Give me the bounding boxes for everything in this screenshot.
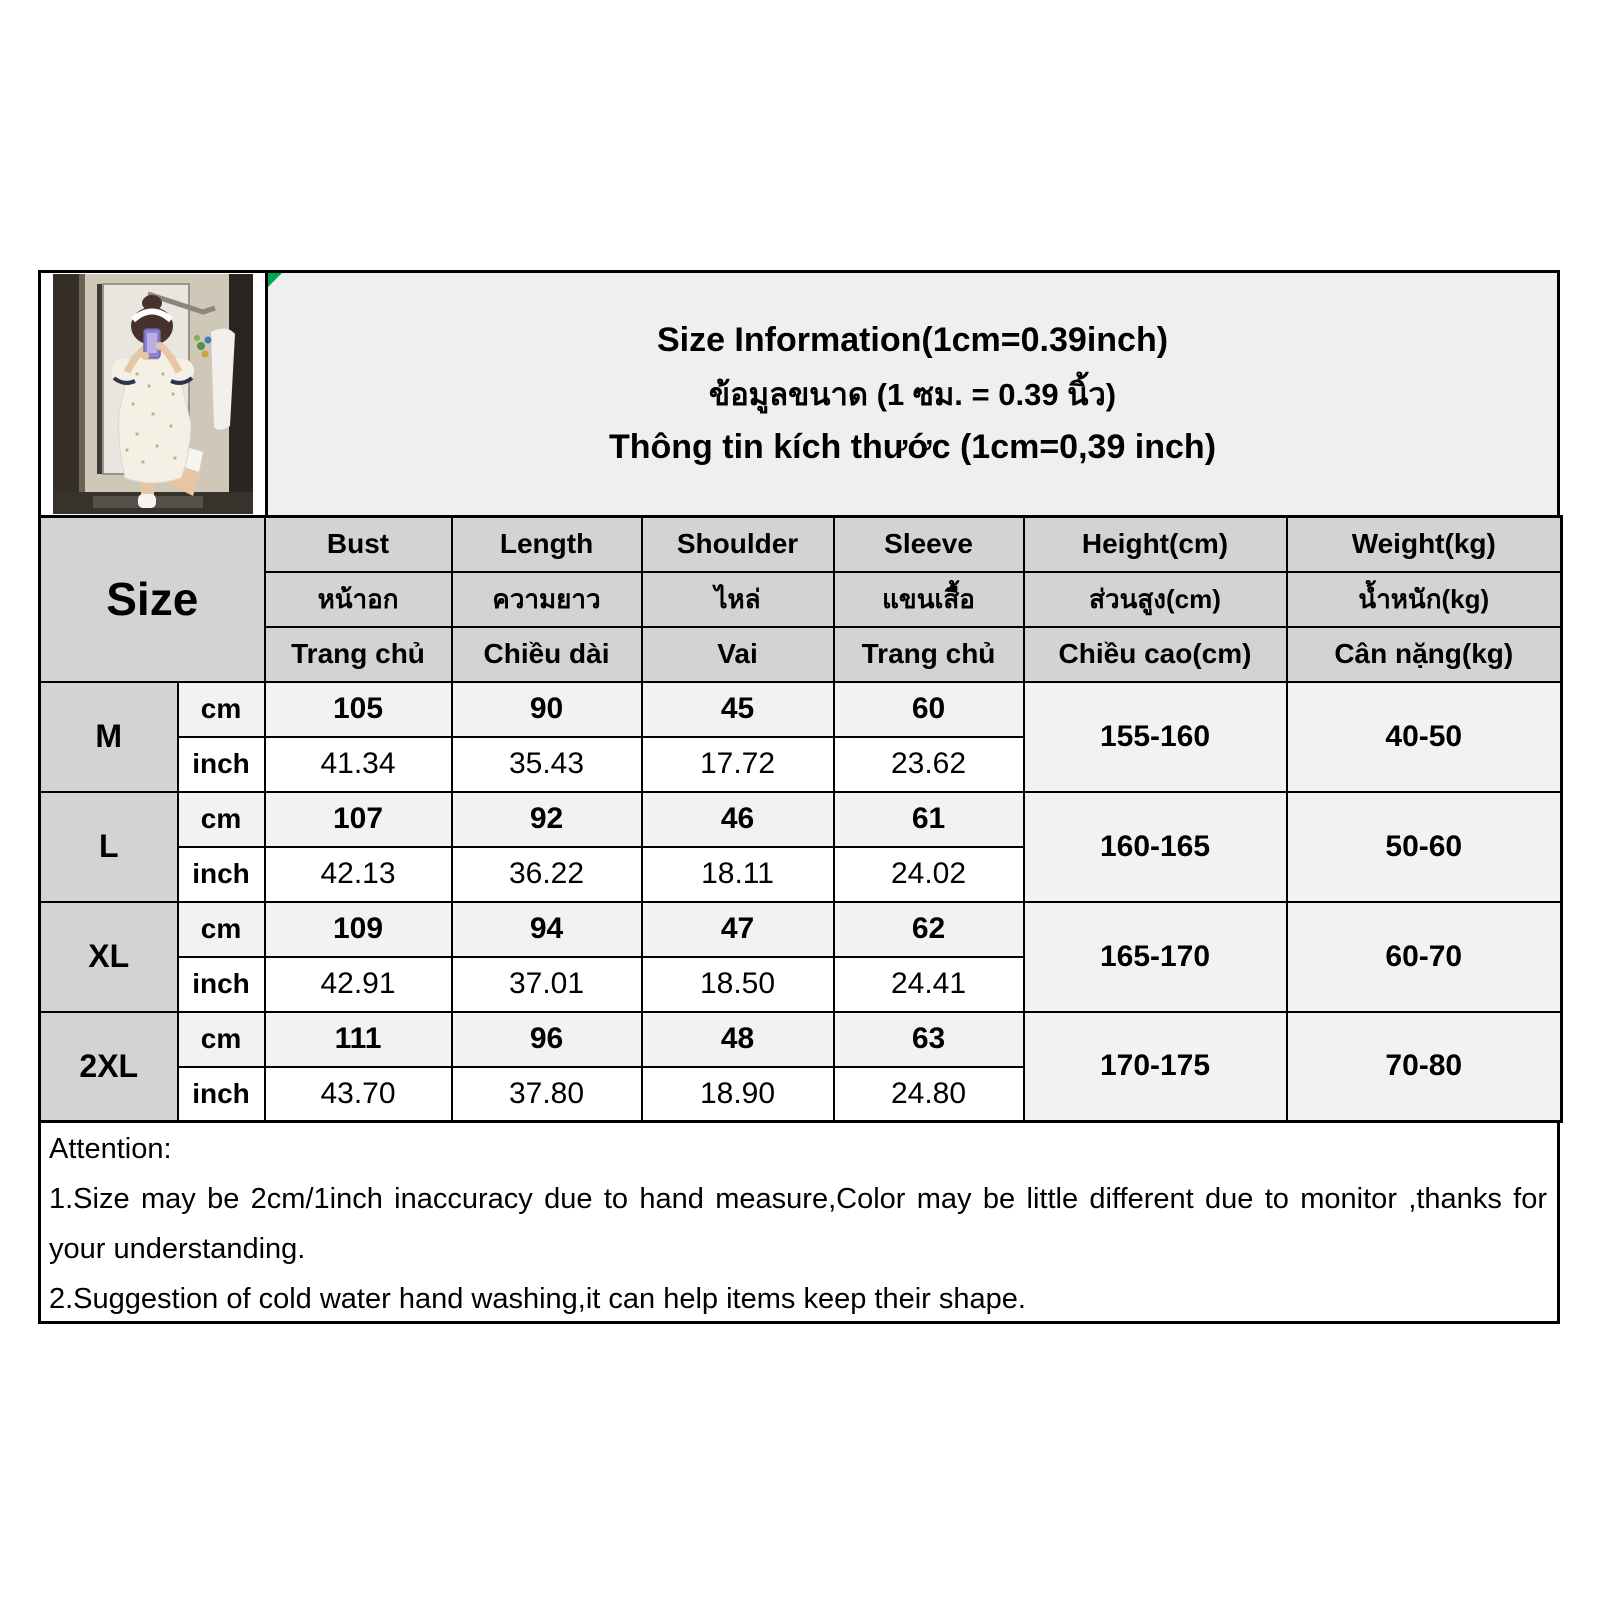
title-panel [268, 273, 1557, 515]
size-header-cell: Size [40, 517, 265, 682]
l-sleeve-cm: 61 [834, 792, 1024, 847]
size-chart-sheet [38, 270, 1560, 1324]
size-table [38, 515, 1563, 1123]
col-header-weight-vi: Cân nặng(kg) [1287, 627, 1562, 682]
unit-inch: inch [178, 1067, 265, 1122]
title-english: Size Information(1cm=0.39inch) [656, 321, 1169, 359]
col-header-height-vi: Chiều cao(cm) [1024, 627, 1287, 682]
2xl-height-range: 170-175 [1024, 1012, 1287, 1122]
table-row-xl-cm [40, 902, 1562, 957]
m-shoulder-cm: 45 [642, 682, 834, 737]
table-row-l-cm [40, 792, 1562, 847]
col-header-height-th: ส่วนสูง(cm) [1024, 572, 1287, 627]
l-shoulder-inch: 18.11 [642, 847, 834, 902]
attention-note-2: 2.Suggestion of cold water hand washing,it can help items keep their shape. [49, 1283, 1026, 1315]
col-header-sleeve-th: แขนเสื้อ [834, 572, 1024, 627]
m-bust-inch: 41.34 [265, 737, 452, 792]
top-section [38, 270, 1560, 518]
title-vietnamese: Thông tin kích thước (1cm=0,39 inch) [608, 428, 1217, 466]
title-thai: ข้อมูลขนาด (1 ซม. = 0.39 นิ้ว) [708, 377, 1117, 412]
xl-bust-inch: 42.91 [265, 957, 452, 1012]
col-header-length-th: ความยาว [452, 572, 642, 627]
l-height-range: 160-165 [1024, 792, 1287, 902]
2xl-sleeve-cm: 63 [834, 1012, 1024, 1067]
unit-cm: cm [178, 682, 265, 737]
col-header-length: Length [452, 517, 642, 572]
col-header-length-vi: Chiều dài [452, 627, 642, 682]
product-photo [53, 274, 253, 514]
l-weight-range: 50-60 [1287, 792, 1562, 902]
unit-cm: cm [178, 902, 265, 957]
2xl-length-cm: 96 [452, 1012, 642, 1067]
l-bust-cm: 107 [265, 792, 452, 847]
2xl-shoulder-inch: 18.90 [642, 1067, 834, 1122]
green-corner-marker-icon [268, 273, 282, 287]
col-header-shoulder: Shoulder [642, 517, 834, 572]
m-weight-range: 40-50 [1287, 682, 1562, 792]
m-sleeve-cm: 60 [834, 682, 1024, 737]
m-shoulder-inch: 17.72 [642, 737, 834, 792]
2xl-bust-inch: 43.70 [265, 1067, 452, 1122]
2xl-weight-range: 70-80 [1287, 1012, 1562, 1122]
xl-shoulder-inch: 18.50 [642, 957, 834, 1012]
col-header-bust-vi: Trang chủ [265, 627, 452, 682]
size-label-m: M [40, 682, 178, 792]
2xl-bust-cm: 111 [265, 1012, 452, 1067]
m-sleeve-inch: 23.62 [834, 737, 1024, 792]
l-bust-inch: 42.13 [265, 847, 452, 902]
unit-inch: inch [178, 737, 265, 792]
xl-length-cm: 94 [452, 902, 642, 957]
2xl-length-inch: 37.80 [452, 1067, 642, 1122]
col-header-bust: Bust [265, 517, 452, 572]
l-sleeve-inch: 24.02 [834, 847, 1024, 902]
product-photo-cell [41, 273, 268, 515]
xl-shoulder-cm: 47 [642, 902, 834, 957]
table-row-2xl-cm [40, 1012, 1562, 1067]
attention-heading: Attention: [49, 1133, 172, 1165]
header-row-vi [40, 627, 1562, 682]
m-length-cm: 90 [452, 682, 642, 737]
xl-sleeve-inch: 24.41 [834, 957, 1024, 1012]
col-header-height: Height(cm) [1024, 517, 1287, 572]
xl-bust-cm: 109 [265, 902, 452, 957]
l-length-cm: 92 [452, 792, 642, 847]
unit-cm: cm [178, 792, 265, 847]
l-shoulder-cm: 46 [642, 792, 834, 847]
col-header-shoulder-vi: Vai [642, 627, 834, 682]
2xl-sleeve-inch: 24.80 [834, 1067, 1024, 1122]
table-row-m-cm [40, 682, 1562, 737]
xl-height-range: 165-170 [1024, 902, 1287, 1012]
attention-note-1: 1.Size may be 2cm/1inch inaccuracy due to hand measure,Color may be little different due to monitor ,thanks for your understanding. [49, 1183, 1547, 1265]
l-length-inch: 36.22 [452, 847, 642, 902]
col-header-shoulder-th: ไหล่ [642, 572, 834, 627]
header-row-en [40, 517, 1562, 572]
xl-sleeve-cm: 62 [834, 902, 1024, 957]
size-label-2xl: 2XL [40, 1012, 178, 1122]
size-label-xl: XL [40, 902, 178, 1012]
col-header-sleeve-vi: Trang chủ [834, 627, 1024, 682]
unit-inch: inch [178, 847, 265, 902]
col-header-weight: Weight(kg) [1287, 517, 1562, 572]
col-header-weight-th: น้ำหนัก(kg) [1287, 572, 1562, 627]
m-length-inch: 35.43 [452, 737, 642, 792]
unit-cm: cm [178, 1012, 265, 1067]
size-label-l: L [40, 792, 178, 902]
xl-weight-range: 60-70 [1287, 902, 1562, 1012]
col-header-bust-th: หน้าอก [265, 572, 452, 627]
header-row-th [40, 572, 1562, 627]
col-header-sleeve: Sleeve [834, 517, 1024, 572]
unit-inch: inch [178, 957, 265, 1012]
attention-box [38, 1120, 1560, 1324]
m-height-range: 155-160 [1024, 682, 1287, 792]
xl-length-inch: 37.01 [452, 957, 642, 1012]
m-bust-cm: 105 [265, 682, 452, 737]
2xl-shoulder-cm: 48 [642, 1012, 834, 1067]
